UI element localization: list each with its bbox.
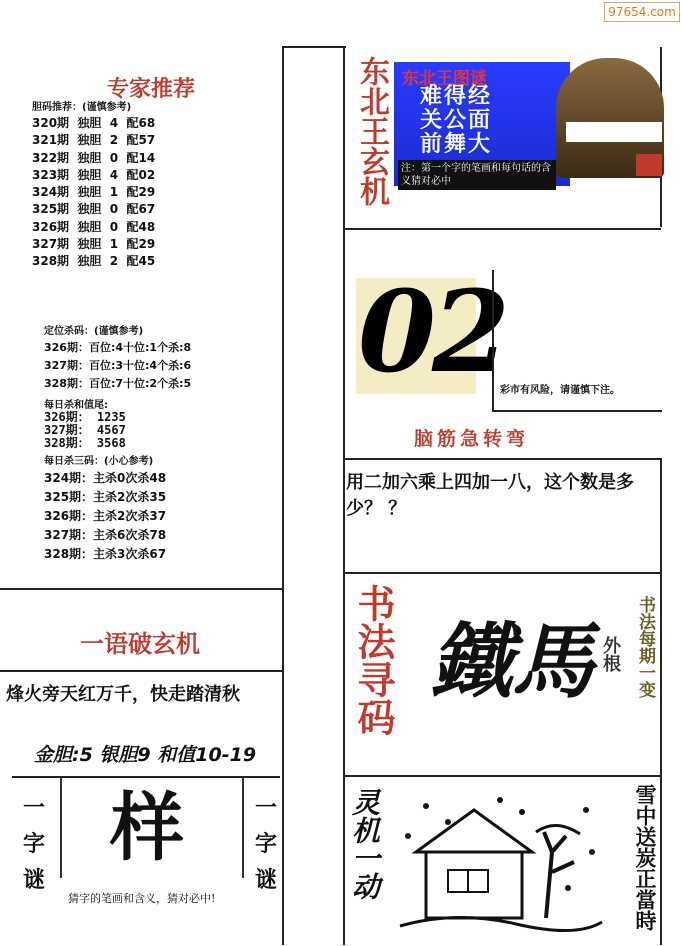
riddle-text: 用二加六乘上四加一八，这个数是多少？ ？: [346, 472, 634, 519]
yizi-right-label: [252, 790, 280, 898]
three-row: 328期：主杀3次杀67: [44, 547, 167, 561]
dan-row: 323期 独胆 4 配02: [32, 167, 156, 182]
lingji-vertical-text: 灵机一动: [348, 788, 381, 900]
dan-section: [32, 98, 155, 271]
right-edge-border-2: [660, 458, 662, 945]
big-digit-2: 2: [432, 267, 510, 398]
dbw-note: 注：第一个字的笔画和每句话的含义猜对必中: [398, 160, 556, 190]
tail-rows: [44, 411, 126, 450]
calligraphy-chars: 鐵馬: [430, 614, 594, 710]
yizi-char: 样: [110, 785, 184, 871]
dan-header: 胆码推荐：(谨慎参考): [32, 102, 132, 113]
left-panel-divider: [282, 47, 284, 945]
dbw-vertical-text: 东北王玄机: [354, 56, 389, 206]
dan-row: 327期 独胆 1 配29: [32, 237, 156, 252]
calligraphy-sign: [600, 636, 622, 672]
dbw-lines: [420, 84, 492, 156]
dan-row: 322期 独胆 0 配14: [32, 150, 156, 165]
three-row: 326期：主杀2次杀37: [44, 509, 167, 523]
snow-text: [626, 784, 656, 931]
dbw-white-strip: [566, 122, 662, 142]
section-divider-left-1: [0, 588, 284, 590]
three-row: 327期：主杀6次杀78: [44, 528, 167, 542]
calligraphy-side-text: 书法每期一变: [635, 596, 655, 698]
dan-row: 328期 独胆 2 配45: [32, 254, 156, 269]
section-divider-right-3: [343, 572, 661, 574]
calligraphy-side: [636, 596, 658, 698]
dbw-vertical-title: [352, 56, 389, 206]
yizi-left-text: 一字谜: [22, 795, 45, 893]
snow-text-value: 雪中送炭正當時: [633, 784, 658, 931]
lingji-vertical-title: [348, 788, 382, 900]
poem-line: 烽火旁天红万千，快走踏清秋: [6, 684, 240, 705]
section-divider-right-1: [343, 228, 661, 230]
tail-row: 328期： 3568: [44, 436, 126, 450]
pos-section: [44, 322, 191, 393]
dbw-seal-icon: [636, 154, 662, 176]
calligraphy-sign-text: 外根: [600, 636, 621, 672]
dan-row: 320期 独胆 4 配68: [32, 116, 156, 130]
section-divider-right-4: [343, 775, 661, 777]
yizi-right-text: 一字谜: [254, 795, 277, 893]
pos-header: 定位杀码：(谨慎参考): [44, 326, 144, 337]
dbw-line: 关公面: [420, 107, 493, 133]
pos-rows: [44, 339, 191, 393]
yizi-left-label: [20, 790, 48, 898]
pos-row: 327期：百位:3十位:4个杀:6: [44, 359, 192, 372]
right-panel-border: [343, 47, 345, 945]
dan-row: 321期 独胆 2 配57: [32, 133, 156, 148]
dan-row: 325期 独胆 0 配67: [32, 202, 156, 217]
expert-title: 专家推荐: [107, 76, 196, 102]
big-digit-1: 0: [358, 267, 436, 398]
pos-row: 326期：百位:4十位:1个杀:8: [44, 341, 192, 354]
tail-section: [44, 396, 126, 450]
dbw-line: 难得经: [420, 83, 493, 109]
golden-line: 金胆:5 银胆9 和值10-19: [34, 744, 257, 766]
section-divider-right-2: [343, 458, 661, 460]
three-rows: [44, 469, 166, 564]
site-watermark: 97654.com: [604, 2, 680, 22]
risk-note: 彩市有风险，请谨慎下注。: [500, 385, 620, 396]
pos-row: 328期：百位:7十位:2个杀:5: [44, 377, 192, 390]
calligraphy-vertical-title: [348, 584, 394, 736]
dbw-banner-title: 东北王图谜: [402, 69, 487, 89]
yizi-note: 猜字的笔画和含义，猜对必中!: [68, 892, 216, 905]
tail-row: 327期： 4567: [44, 423, 126, 437]
dbw-line: 前舞大: [420, 131, 493, 157]
dan-rows: [32, 115, 155, 271]
snow-house-illustration: [396, 792, 606, 940]
tail-row: 326期： 1235: [44, 410, 126, 424]
three-section: [44, 452, 166, 564]
dan-row: 324期 独胆 1 配29: [32, 185, 156, 200]
section-divider-left-2: [0, 670, 284, 672]
tail-header: 每日杀和值尾:: [44, 400, 108, 411]
dan-row: 326期 独胆 0 配48: [32, 219, 156, 234]
three-header: 每日杀三码：(小心参考): [44, 456, 154, 467]
three-row: 324期：主杀0次杀48: [44, 471, 167, 485]
calligraphy-vertical-text: 书法寻码: [351, 584, 396, 736]
three-row: 325期：主杀2次杀35: [44, 490, 167, 504]
yiyu-title: 一语破玄机: [80, 629, 200, 658]
top-border: [282, 46, 346, 48]
brain-title: 脑筋急转弯: [414, 428, 530, 450]
